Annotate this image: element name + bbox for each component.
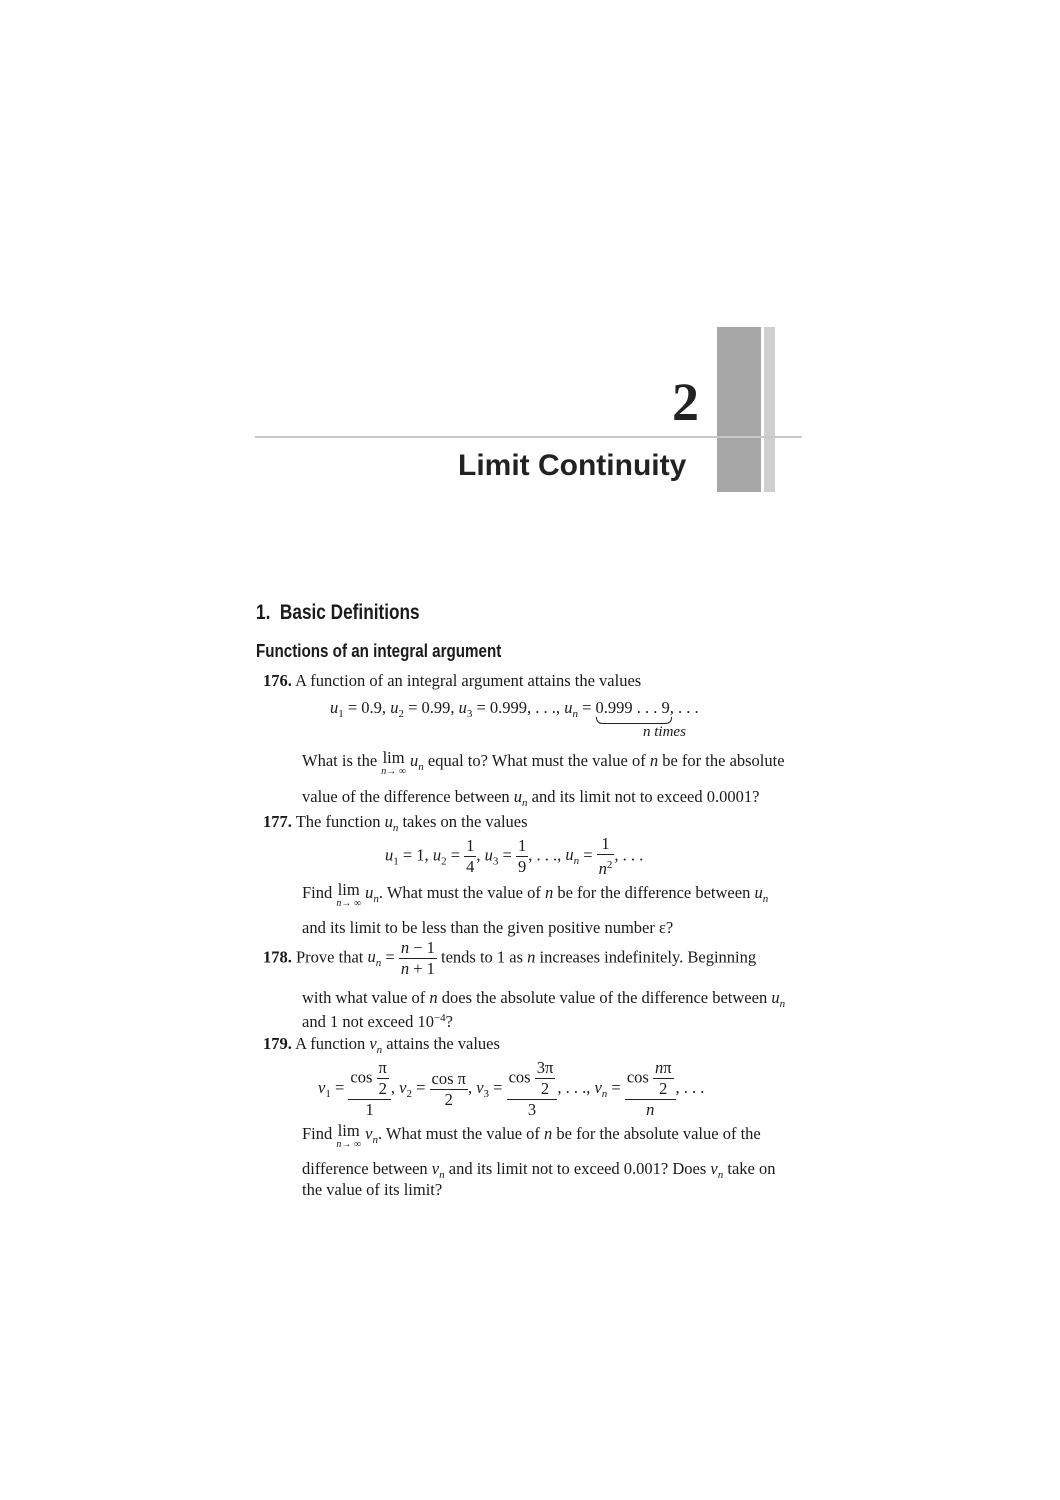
problem-176-sequence: $u_1 = 0.9$, $u_2 = 0.99$, $u_3 = 0.999$, . . ., $u_n = 0.999$ . . . 9 , . . .	[330, 697, 699, 725]
problem-177-question-line2: and its limit to be less than the given positive number ε?	[302, 918, 674, 937]
fraction: $\frac{n - 1}{n + 1}$	[400, 938, 435, 978]
limit-notation: lim n→ ∞	[336, 880, 362, 909]
fraction: $\frac{1}{9}$	[517, 836, 527, 876]
problem-179-sequence: $v_1$ = cos $\frac{\pi}{2}$ 1 , $v_2$ = $\frac{\text{cos π}}{2}$ , $v_3$ = cos $\frac{3\pi}{2}$ 3 , . . ., $v_n$ = cos $\frac{n\pi}{2}$ n , . . .	[318, 1058, 705, 1119]
problem-176-question-line1: What is the lim n→ ∞ $u_n$ equal to? What must the value of n be for the absolute	[302, 748, 785, 777]
problem-179-question-line1: Find lim n→ ∞ $v_n$. What must the value of n be for the absolute value of the	[302, 1121, 761, 1150]
section-heading: 1. Basic Definitions	[256, 601, 420, 624]
problem-177-intro: 177. The function $u_n$ takes on the values	[263, 812, 528, 834]
limit-notation: lim n→ ∞	[381, 748, 406, 777]
limit-notation: lim n→ ∞	[336, 1121, 362, 1150]
fraction: cos $\frac{3\pi}{2}$ 3	[507, 1058, 558, 1120]
problem-178-line1: 178. Prove that $u_n$ = $\frac{n - 1}{n + 1}$ tends to 1 as n increases indefinitely. Beginning	[263, 938, 757, 978]
problem-176-question-line2: value of the difference between $u_n$ and its limit not to exceed 0.0001?	[302, 787, 760, 809]
problem-178-line2: with what value of n does the absolute value of the difference between $u_n$	[302, 988, 786, 1010]
problem-178-line3: and 1 not exceed $10^{-4}$?	[302, 1012, 453, 1031]
chapter-title: Limit Continuity	[458, 449, 687, 482]
chapter-tab-dark	[717, 327, 761, 492]
problem-177-question-line1: Find lim n→ ∞ $u_n$. What must the value of n be for the difference between $u_n$	[302, 880, 769, 909]
problem-179-intro: 179. A function $v_n$ attains the values	[263, 1034, 500, 1056]
fraction: $\frac{1}{n^2}$	[598, 834, 613, 878]
fraction: $\frac{1}{4}$	[466, 836, 475, 876]
problem-179-question-line3: the value of its limit?	[302, 1180, 443, 1199]
problem-176-brace-label: n times	[643, 724, 686, 740]
problem-176-intro: 176. A function of an integral argument attains the values	[263, 671, 642, 690]
chapter-number: 2	[672, 372, 699, 432]
section-subheading: Functions of an integral argument	[256, 640, 502, 661]
problem-177-sequence: $u_1 = 1$, $u_2$ = $\frac{1}{4}$ , $u_3$ = $\frac{1}{9}$ , . . ., $u_n$ = $\frac{1}{n^2}$ , . . .	[385, 834, 644, 878]
chapter-rule	[255, 436, 802, 438]
problem-179-question-line2: difference between $v_n$ and its limit not to exceed 0.001? Does $v_n$ take on	[302, 1159, 776, 1181]
fraction: cos $\frac{\pi}{2}$ 1	[348, 1058, 390, 1120]
chapter-tab-light	[764, 327, 775, 492]
fraction: $\frac{\text{cos π}}{2}$	[431, 1068, 466, 1109]
fraction: cos $\frac{n\pi}{2}$ n	[625, 1058, 676, 1120]
